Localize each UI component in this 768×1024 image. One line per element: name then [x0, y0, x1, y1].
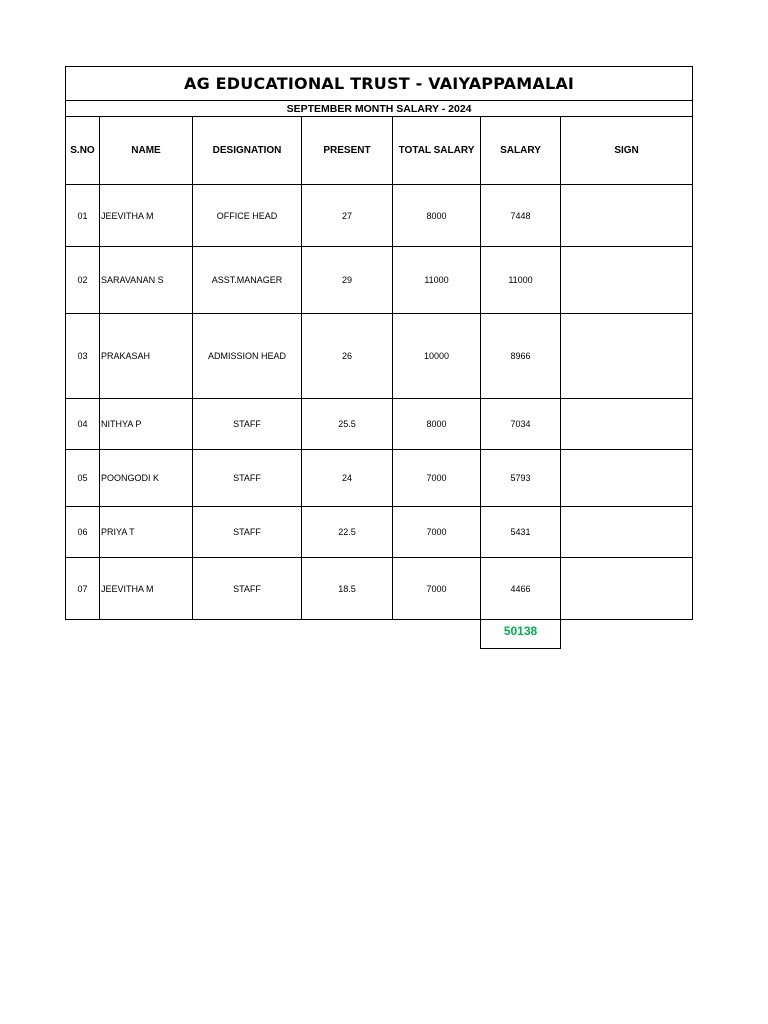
cell-name: POONGODI K: [100, 450, 193, 507]
cell-salary: 11000: [481, 247, 561, 314]
table-row: [66, 558, 693, 620]
cell-sno: 02: [66, 247, 100, 314]
cell-designation: STAFF: [193, 450, 302, 507]
cell-sign: [561, 247, 693, 314]
cell-sign: [561, 558, 693, 620]
cell-sign: [561, 399, 693, 450]
salary-total: 50138: [480, 613, 561, 649]
cell-present: 22.5: [302, 507, 393, 558]
table-row: [66, 314, 693, 399]
cell-designation: STAFF: [193, 399, 302, 450]
cell-present: 29: [302, 247, 393, 314]
cell-name: SARAVANAN S: [100, 247, 193, 314]
cell-present: 24: [302, 450, 393, 507]
header-present: PRESENT: [302, 117, 393, 185]
cell-total-salary: 10000: [393, 314, 481, 399]
cell-total-salary: 7000: [393, 558, 481, 620]
cell-present: 26: [302, 314, 393, 399]
subtitle-row: [66, 101, 693, 117]
header-sign: SIGN: [561, 117, 693, 185]
cell-name: JEEVITHA M: [100, 558, 193, 620]
header-salary: SALARY: [481, 117, 561, 185]
salary-sheet: [65, 66, 692, 620]
header-row: [66, 117, 693, 185]
cell-sno: 05: [66, 450, 100, 507]
cell-name: PRAKASAH: [100, 314, 193, 399]
cell-salary: 4466: [481, 558, 561, 620]
sheet-subtitle: SEPTEMBER MONTH SALARY - 2024: [66, 101, 693, 117]
header-name: NAME: [100, 117, 193, 185]
header-total-salary: TOTAL SALARY: [393, 117, 481, 185]
cell-sno: 04: [66, 399, 100, 450]
cell-name: PRIYA T: [100, 507, 193, 558]
table-row: [66, 450, 693, 507]
cell-designation: ASST.MANAGER: [193, 247, 302, 314]
cell-designation: STAFF: [193, 507, 302, 558]
cell-sign: [561, 450, 693, 507]
cell-present: 27: [302, 185, 393, 247]
cell-salary: 5793: [481, 450, 561, 507]
cell-present: 25.5: [302, 399, 393, 450]
cell-sno: 01: [66, 185, 100, 247]
cell-designation: STAFF: [193, 558, 302, 620]
cell-designation: ADMISSION HEAD: [193, 314, 302, 399]
cell-name: JEEVITHA M: [100, 185, 193, 247]
salary-table: [65, 66, 693, 620]
table-row: [66, 399, 693, 450]
cell-total-salary: 8000: [393, 399, 481, 450]
cell-total-salary: 8000: [393, 185, 481, 247]
cell-total-salary: 7000: [393, 450, 481, 507]
cell-name: NITHYA P: [100, 399, 193, 450]
cell-salary: 8966: [481, 314, 561, 399]
cell-sign: [561, 507, 693, 558]
title-row: [66, 67, 693, 101]
cell-salary: 7448: [481, 185, 561, 247]
cell-designation: OFFICE HEAD: [193, 185, 302, 247]
table-row: [66, 507, 693, 558]
cell-salary: 7034: [481, 399, 561, 450]
table-row: [66, 185, 693, 247]
sheet-title: AG EDUCATIONAL TRUST - VAIYAPPAMALAI: [66, 67, 693, 101]
cell-sign: [561, 185, 693, 247]
header-sno: S.NO: [66, 117, 100, 185]
cell-sign: [561, 314, 693, 399]
header-designation: DESIGNATION: [193, 117, 302, 185]
cell-sno: 07: [66, 558, 100, 620]
table-row: [66, 247, 693, 314]
cell-total-salary: 7000: [393, 507, 481, 558]
cell-sno: 03: [66, 314, 100, 399]
cell-salary: 5431: [481, 507, 561, 558]
cell-total-salary: 11000: [393, 247, 481, 314]
cell-present: 18.5: [302, 558, 393, 620]
cell-sno: 06: [66, 507, 100, 558]
